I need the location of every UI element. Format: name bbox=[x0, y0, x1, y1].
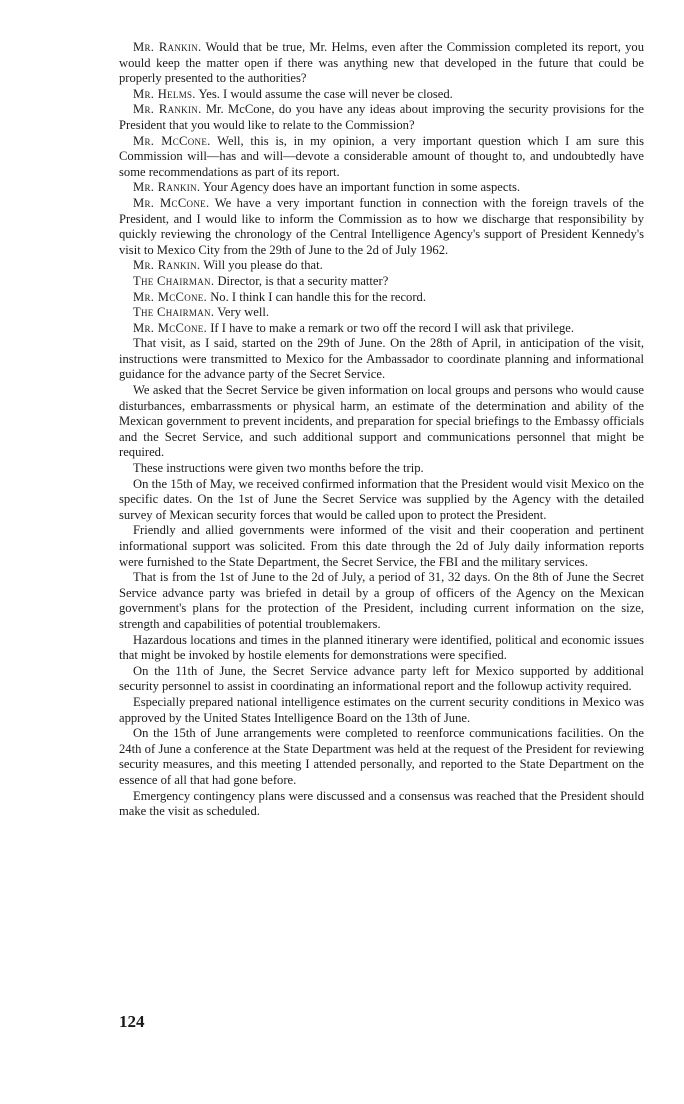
transcript-paragraph bbox=[119, 274, 644, 290]
transcript-paragraph bbox=[119, 477, 644, 524]
speaker-name: The Chairman. bbox=[133, 305, 215, 320]
paragraph-text: Very well. bbox=[217, 305, 269, 320]
paragraph-text: Friendly and allied governments were informed of the visit and their cooperation and pertinent informational support was solicited. From this date through the 2d of July daily information reports were furnished to the State Department, the Secret Service, the FBI and the military services. bbox=[119, 523, 644, 569]
paragraph-text: Would that be true, Mr. Helms, even after the Commission completed its report, you would keep the matter open if there was anything new that developed in the future that could be properly presented to the authorities? bbox=[119, 40, 645, 86]
transcript-paragraph bbox=[119, 180, 644, 196]
speaker-name: Mr. McCone. bbox=[133, 195, 210, 210]
paragraph-text: We asked that the Secret Service be given information on local groups and persons who would cause disturbances, embarrassments or physical harm, an estimate of the determination and ability of the Mexican government to prevent incidents, and preparation for special briefings to the Embassy officials and the Secret Service, and such additional support and communications personnel that might be required. bbox=[119, 383, 644, 460]
paragraph-text: That is from the 1st of June to the 2d of July, a period of 31, 32 days. On the 8th of June the Secret Service advance party was briefed in detail by a group of officers of the Agency on the Mexican government's plans for the protection of the President, including current information on the size, strength and capabilities of potential troublemakers. bbox=[119, 570, 644, 631]
paragraph-text: That visit, as I said, started on the 29th of June. On the 28th of April, in anticipation of the visit, instructions were transmitted to Mexico for the Ambassador to coordinate planning and informational guidance for the advance party of the Secret Service. bbox=[119, 336, 644, 382]
transcript-body bbox=[119, 40, 644, 820]
paragraph-text: On the 15th of June arrangements were completed to reenforce communications facilities. On the 24th of June a conference at the State Department was held at the request of the President for reviewing security measures, and this meeting I attended personally, and reported to the State Department on the essence of all that had gone before. bbox=[119, 726, 644, 787]
paragraph-text: Director, is that a security matter? bbox=[217, 273, 389, 288]
transcript-paragraph bbox=[119, 461, 644, 477]
transcript-paragraph bbox=[119, 40, 644, 87]
page-number: 124 bbox=[119, 1012, 145, 1031]
paragraph-text: These instructions were given two months before the trip. bbox=[133, 461, 424, 476]
transcript-paragraph bbox=[119, 570, 644, 632]
paragraph-text: Yes. I would assume the case will never be closed. bbox=[198, 86, 453, 101]
paragraph-text: Well, this is, in my opinion, a very important question which I am sure this Commission will—has and will—devote a considerable amount of thought to, and undoubtedly have some recommendations as part of its report. bbox=[119, 133, 644, 179]
speaker-name: Mr. Rankin. bbox=[133, 258, 201, 273]
paragraph-text: We have a very important function in connection with the foreign travels of the President, and I would like to inform the Commission as to how we discharge that responsibility by quickly reviewing the chronology of the Central Intelligence Agency's support of President Kennedy's visit to Mexico City from the 29th of June to the 2d of July 1962. bbox=[119, 195, 644, 257]
transcript-paragraph bbox=[119, 336, 644, 383]
transcript-paragraph bbox=[119, 383, 644, 461]
paragraph-text: Hazardous locations and times in the planned itinerary were identified, political and economic issues that might be invoked by hostile elements for demonstrations were specified. bbox=[119, 632, 644, 663]
speaker-name: Mr. Helms. bbox=[133, 86, 196, 101]
speaker-name: Mr. Rankin. bbox=[133, 102, 202, 117]
paragraph-text: Your Agency does have an important function in some aspects. bbox=[203, 180, 521, 195]
paragraph-text: On the 15th of May, we received confirmed information that the President would visit Mexico on the specific dates. On the 1st of June the Secret Service was supplied by the Agency with the detailed survey of Mexican security forces that would be called upon to protect the President. bbox=[119, 476, 644, 522]
transcript-paragraph bbox=[119, 633, 644, 664]
speaker-name: Mr. McCone. bbox=[133, 320, 208, 335]
transcript-paragraph bbox=[119, 134, 644, 181]
paragraph-text: If I have to make a remark or two off the record I will ask that privilege. bbox=[210, 320, 575, 335]
speaker-name: Mr. Rankin. bbox=[133, 180, 201, 195]
transcript-paragraph bbox=[119, 196, 644, 258]
paragraph-text: Emergency contingency plans were discussed and a consensus was reached that the President should make the visit as scheduled. bbox=[119, 788, 644, 819]
transcript-paragraph bbox=[119, 789, 644, 820]
transcript-paragraph bbox=[119, 87, 644, 103]
paragraph-text: Mr. McCone, do you have any ideas about improving the security provisions for the President that you would like to relate to the Commission? bbox=[119, 102, 644, 132]
paragraph-text: No. I think I can handle this for the record. bbox=[210, 289, 426, 304]
paragraph-text: Will you please do that. bbox=[203, 258, 323, 273]
transcript-paragraph bbox=[119, 695, 644, 726]
transcript-paragraph bbox=[119, 726, 644, 788]
transcript-paragraph bbox=[119, 523, 644, 570]
paragraph-text: On the 11th of June, the Secret Service advance party left for Mexico supported by additional security personnel to assist in coordinating an informational report and the followup activity required. bbox=[119, 663, 644, 694]
speaker-name: Mr. Rankin. bbox=[133, 40, 202, 54]
paragraph-text: Especially prepared national intelligence estimates on the current security conditions in Mexico was approved by the United States Intelligence Board on the 13th of June. bbox=[119, 694, 644, 725]
transcript-paragraph bbox=[119, 664, 644, 695]
speaker-name: The Chairman. bbox=[133, 273, 215, 288]
transcript-paragraph bbox=[119, 258, 644, 274]
transcript-paragraph bbox=[119, 102, 644, 133]
transcript-paragraph bbox=[119, 290, 644, 306]
speaker-name: Mr. McCone. bbox=[133, 133, 211, 148]
transcript-paragraph bbox=[119, 305, 644, 321]
transcript-paragraph bbox=[119, 321, 644, 337]
speaker-name: Mr. McCone. bbox=[133, 289, 208, 304]
